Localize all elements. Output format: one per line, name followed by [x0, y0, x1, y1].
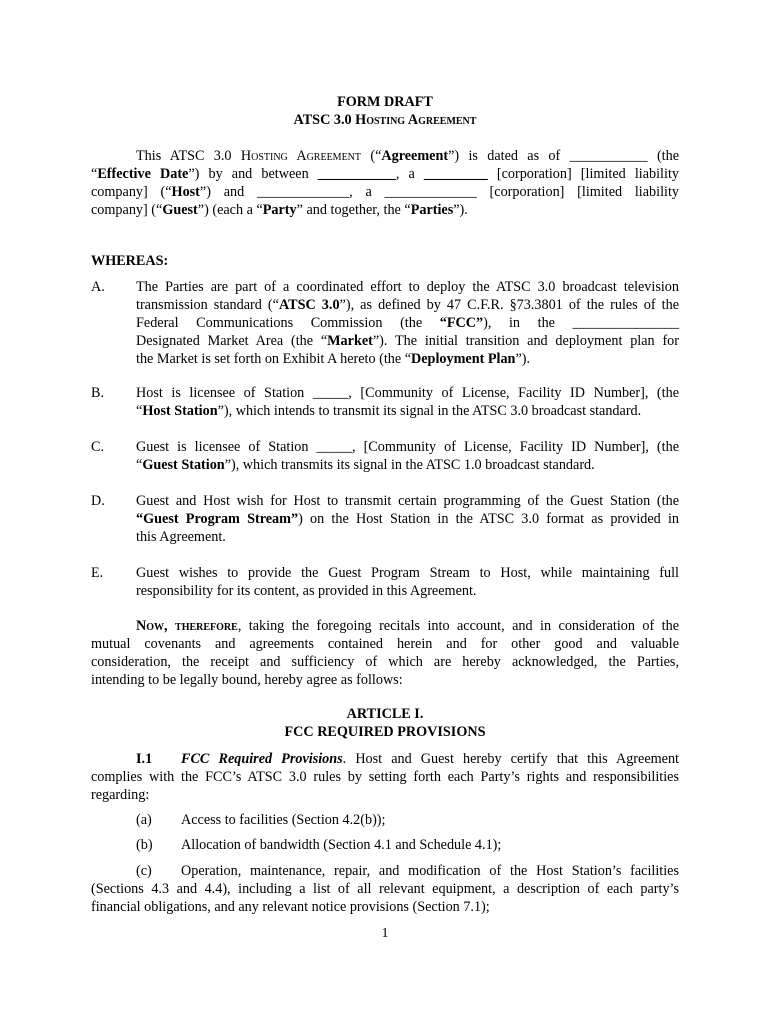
intro-line: company] (“Host”) and _____________, a _____________ [corporation] [limited liability [91, 184, 679, 200]
recital-line: Host is licensee of Station _____, [Community of License, Facility ID Number], (the [136, 385, 679, 401]
recital-line: “Guest Program Stream”) on the Host Station in the ATSC 3.0 format as provided in [136, 511, 679, 527]
recital-label-a: A. [91, 279, 105, 295]
list-item-c [91, 862, 679, 916]
recital-line: responsibility for its content, as provided in this Agreement. [136, 583, 477, 599]
recital-label-d: D. [91, 493, 105, 509]
intro-line: “Effective Date”) by and between ___________, a _________ [corporation] [limited liability [91, 166, 679, 182]
section-line: regarding: [91, 787, 150, 803]
list-item-label-a: (a) [136, 812, 152, 828]
recital-line: Guest and Host wish for Host to transmit certain programming of the Guest Station (the [136, 493, 679, 509]
section-line: complies with the FCC’s ATSC 3.0 rules by setting forth each Party’s rights and responsibilities [91, 769, 679, 785]
recital-line: Federal Communications Commission (the “FCC”), in the _______________ [136, 315, 679, 331]
recital-label-e: E. [91, 565, 104, 581]
list-item-label-b: (b) [136, 837, 153, 853]
recital-line: Guest wishes to provide the Guest Program Stream to Host, while maintaining full [136, 565, 679, 581]
list-item-a: Access to facilities (Section 4.2(b)); [181, 812, 386, 828]
article-number: ARTICLE I. [346, 706, 424, 722]
page-number: 1 [381, 926, 389, 941]
article-title: FCC REQUIRED PROVISIONS [284, 724, 486, 740]
recital-line: “Guest Station”), which transmits its signal in the ATSC 1.0 broadcast standard. [136, 457, 595, 473]
document-title: FORM DRAFT [337, 94, 433, 110]
recital-line: The Parties are part of a coordinated effort to deploy the ATSC 3.0 broadcast television [136, 279, 679, 295]
paragraph-line: intending to be legally bound, hereby agree as follows: [91, 672, 403, 688]
paragraph-line: mutual covenants and agreements contained herein and for other good and valuable [91, 636, 679, 652]
list-item-b: Allocation of bandwidth (Section 4.1 and Schedule 4.1); [181, 837, 502, 853]
intro-paragraph [91, 147, 679, 219]
intro-line: company] (“Guest”) (each a “Party” and together, the “Parties”). [91, 202, 468, 218]
whereas-heading: WHEREAS: [91, 253, 169, 269]
recital-b [136, 384, 679, 420]
recital-line: Guest is licensee of Station _____, [Community of License, Facility ID Number], (the [136, 439, 679, 455]
document-subtitle: ATSC 3.0 Hosting Agreement [293, 112, 477, 128]
recital-e [136, 564, 679, 600]
paragraph-line: Now, therefore, taking the foregoing recitals into account, and in consideration of the [136, 618, 679, 634]
recital-label-c: C. [91, 439, 105, 455]
paragraph-line: consideration, the receipt and sufficiency of which are hereby acknowledged, the Parties, [91, 654, 679, 670]
recital-label-b: B. [91, 385, 105, 401]
list-item-line: financial obligations, and any relevant notice provisions (Section 7.1); [91, 899, 490, 915]
recital-c [136, 438, 679, 474]
recital-line: the Market is set forth on Exhibit A hereto (the “Deployment Plan”). [136, 351, 531, 367]
recital-d [136, 492, 679, 546]
list-item-line: (c) Operation, maintenance, repair, and modification of the Host Station’s facilities [136, 863, 679, 879]
list-item-line: (Sections 4.3 and 4.4), including a list of all relevant equipment, a description of each party’s [91, 881, 679, 897]
section-1-1 [91, 750, 679, 804]
section-line: I.1 FCC Required Provisions. Host and Guest hereby certify that this Agreement [136, 751, 679, 767]
recital-line: this Agreement. [136, 529, 226, 545]
recital-line: “Host Station”), which intends to transmit its signal in the ATSC 3.0 broadcast standard. [136, 403, 642, 419]
recital-line: transmission standard (“ATSC 3.0”), as defined by 47 C.F.R. §73.3801 of the rules of the [136, 297, 679, 313]
intro-line: This ATSC 3.0 Hosting Agreement (“Agreement”) is dated as of ___________ (the [136, 148, 679, 164]
now-therefore-paragraph [91, 617, 679, 689]
recital-a [136, 278, 679, 368]
recital-line: Designated Market Area (the “Market”). The initial transition and deployment plan for [136, 333, 679, 349]
